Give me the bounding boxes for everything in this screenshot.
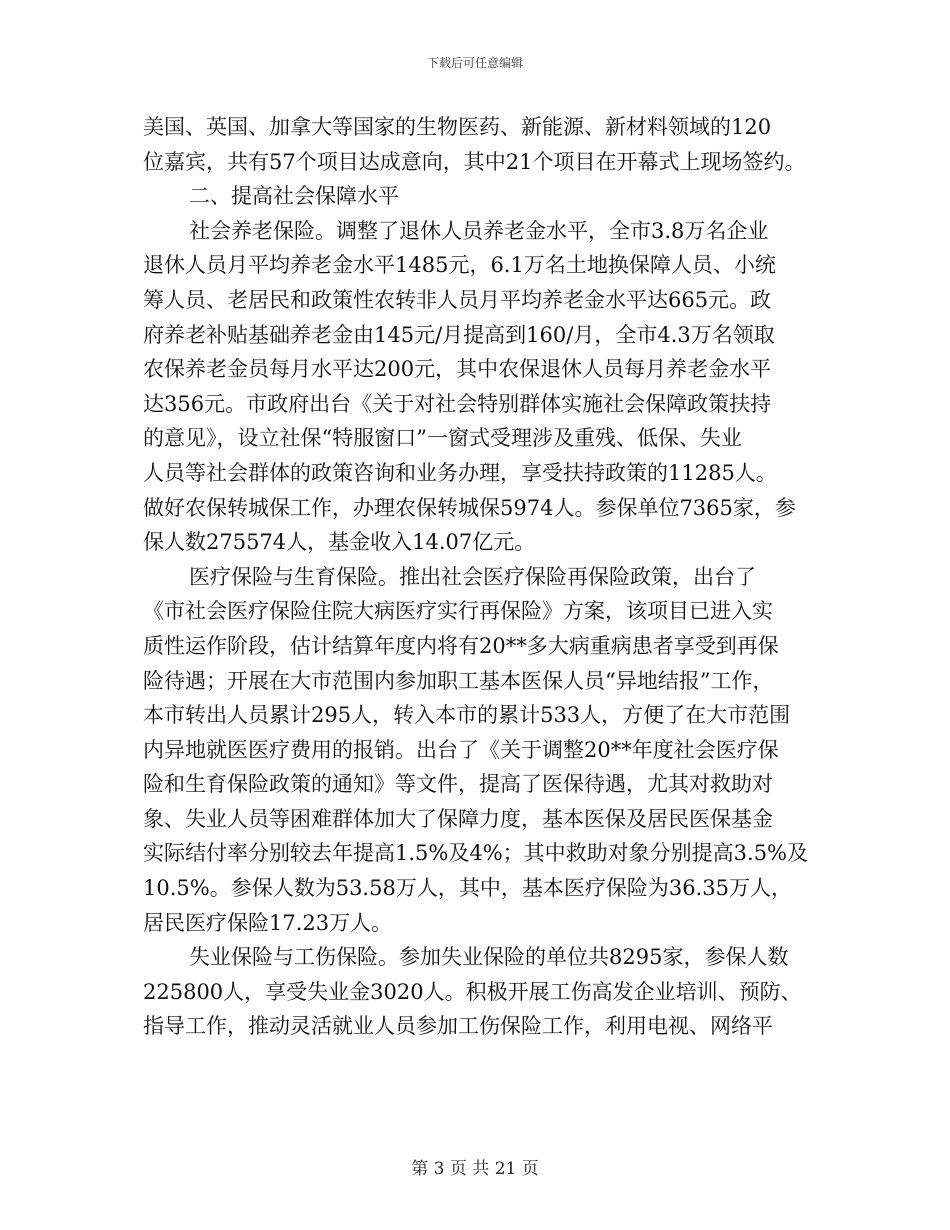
text-line: 筹人员、老居民和政策性农转非人员月平均养老金水平达665元。政: [143, 287, 772, 312]
page-header: 下载后可任意编辑: [426, 56, 523, 70]
text-line: 位嘉宾，共有57个项目达成意向，其中21个项目在开幕式上现场签约。: [143, 149, 806, 174]
paragraph-start-unemployment: 失业保险与工伤保险。参加失业保险的单位共8295家，参保人数: [189, 945, 789, 970]
document-body: [143, 110, 843, 1044]
text-line: 退休人员月平均养老金水平1485元，6.1万名土地换保障人员、小统: [143, 253, 776, 278]
text-line: 府养老补贴基础养老金由145元/月提高到160/月，全市4.3万名领取: [143, 322, 775, 347]
text-line: 人员等社会群体的政策咨询和业务办理，享受扶持政策的11285人。: [143, 460, 777, 485]
text-line: 质性运作阶段，估计结算年度内将有20**多大病重病患者享受到再保: [143, 633, 779, 658]
page-footer: 第 3 页 共 21 页: [411, 1159, 539, 1179]
text-line: 做好农保转城保工作，办理农保转城保5974人。参保单位7365家，参: [143, 495, 796, 520]
text-line: 农保养老金员每月水平达200元，其中农保退休人员每月养老金水平: [143, 357, 772, 382]
text-line: 居民医疗保险17.23万人。: [143, 910, 393, 935]
text-line: 险待遇；开展在大市范围内参加职工基本医保人员“异地结报”工作，: [143, 668, 774, 693]
text-line: 指导工作，推动灵活就业人员参加工伤保险工作，利用电视、网络平: [143, 1014, 773, 1039]
text-line: 达356元。市政府出台《关于对社会特别群体实施社会保障政策扶持: [143, 391, 772, 416]
text-line: 象、失业人员等困难群体加大了保障力度，基本医保及居民医保基金: [143, 806, 773, 831]
text-line: 《市社会医疗保险住院大病医疗实行再保险》方案，该项目已进入实: [143, 599, 773, 624]
text-line: 美国、英国、加拿大等国家的生物医药、新能源、新材料领域的120: [143, 115, 772, 139]
paragraph-start-medical: 医疗保险与生育保险。推出社会医疗保险再保险政策，出台了: [189, 564, 756, 589]
paragraph-start-pension: 社会养老保险。调整了退休人员养老金水平，全市3.8万名企业: [189, 218, 769, 243]
text-line: 的意见》，设立社保“特服窗口”一窗式受理涉及重残、低保、失业: [143, 426, 742, 451]
text-line: 保人数275574人，基金收入14.07亿元。: [143, 530, 536, 555]
text-line: 险和生育保险政策的通知》等文件，提高了医保待遇，尤其对救助对: [143, 772, 773, 797]
text-line: 225800人，享受失业金3020人。积极开展工伤高发企业培训、预防、: [143, 979, 802, 1004]
text-line: 实际结付率分别较去年提高1.5%及4%；其中救助对象分别提高3.5%及: [143, 841, 809, 866]
section-heading: 二、提高社会保障水平: [189, 184, 399, 209]
text-line: 本市转出人员累计295人，转入本市的累计533人，方便了在大市范围: [143, 703, 791, 728]
text-line: 10.5%。参保人数为53.58万人，其中，基本医疗保险为36.35万人，: [143, 876, 792, 901]
text-line: 内异地就医医疗费用的报销。出台了《关于调整20**年度社会医疗保: [143, 737, 779, 762]
